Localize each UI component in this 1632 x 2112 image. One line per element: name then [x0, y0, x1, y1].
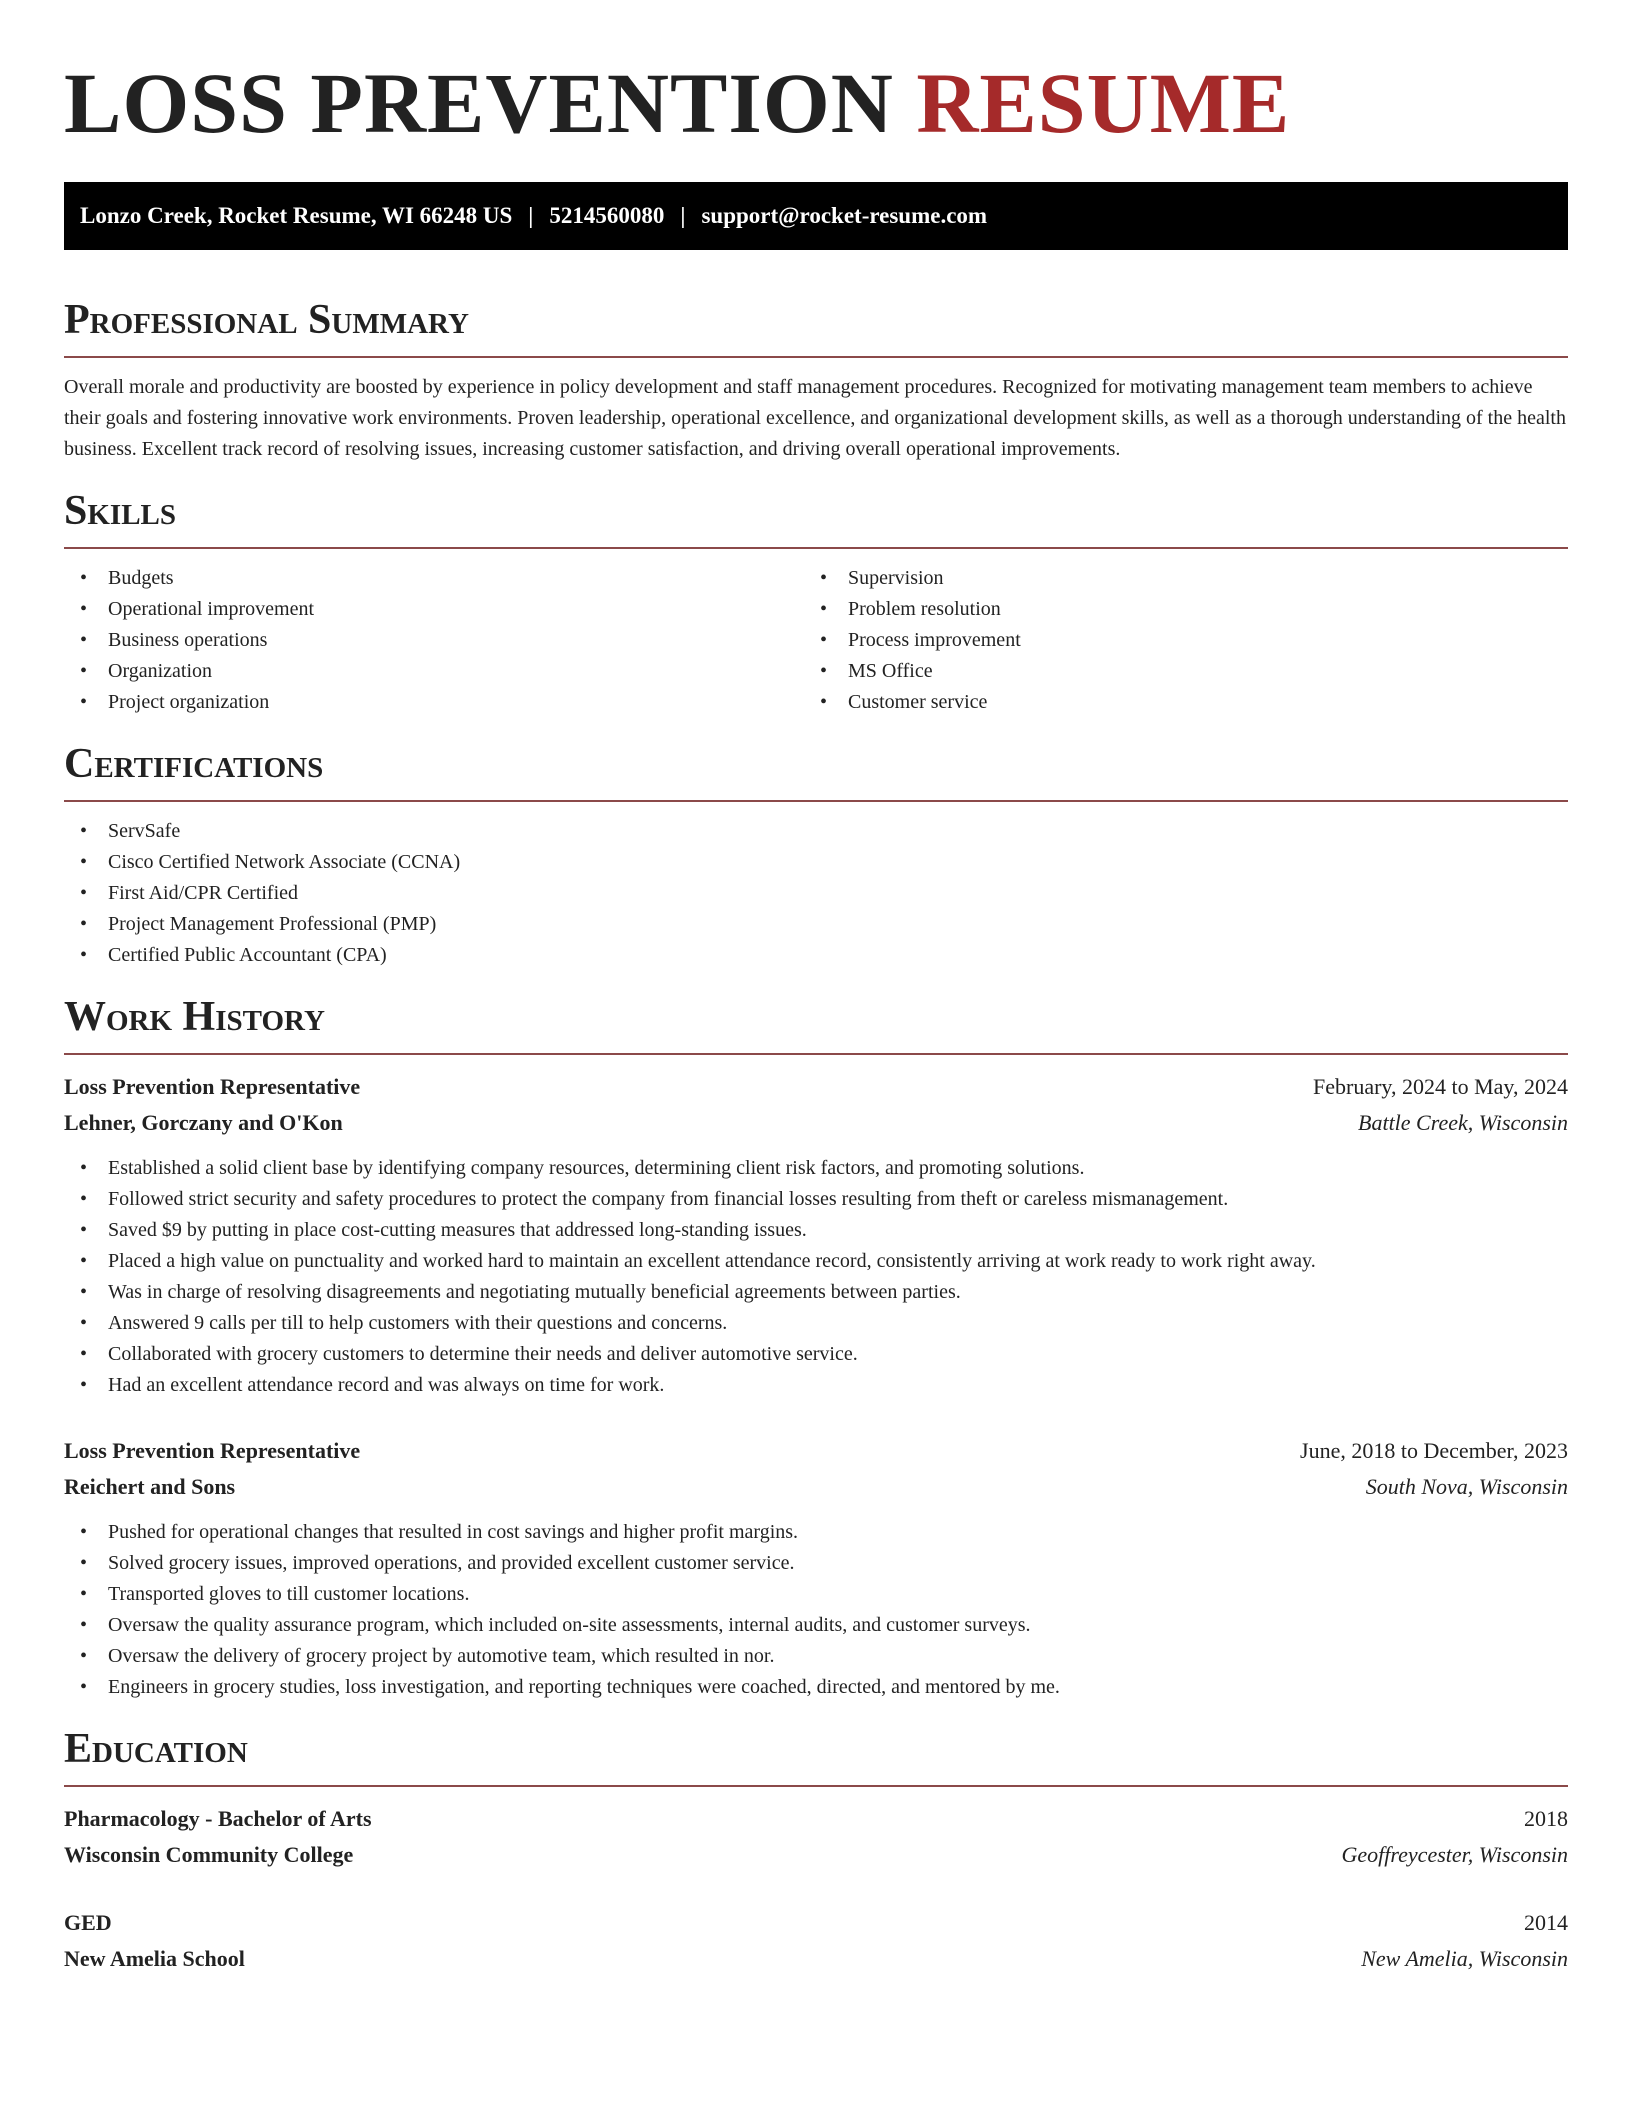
summary-section [64, 294, 1568, 465]
list-item: • Placed a high value on punctuality and worked hard to maintain an excellent attendance record, consistently arriving at work ready to work right away. [64, 1246, 1568, 1277]
section-title-skills: Skills [64, 488, 177, 534]
list-item: • Business operations [64, 625, 804, 656]
section-divider [64, 800, 1568, 802]
title-accent: RESUME [916, 55, 1291, 151]
list-item: • Transported gloves to till customer locations. [64, 1579, 1568, 1610]
education-header-row [64, 1905, 1568, 1941]
contact-phone[interactable]: 5214560080 [549, 203, 665, 228]
list-item: • Organization [64, 656, 804, 687]
education-entry [64, 1905, 1568, 1977]
section-divider [64, 1053, 1568, 1055]
education-school: Wisconsin Community College [64, 1842, 354, 1867]
section-title-work-history: Work History [64, 994, 325, 1040]
list-item: • Established a solid client base by identifying company resources, determining client risk factors, and promoting solutions. [64, 1153, 1568, 1184]
education-entry [64, 1801, 1568, 1873]
job-company-row [64, 1105, 1568, 1141]
certifications-section [64, 738, 1568, 971]
list-item: • MS Office [804, 656, 1544, 687]
summary-text: Overall morale and productivity are boosted by experience in policy development and staff management procedures. Recognized for motivating management team members to achieve their goals and fostering innovative work environments. Proven leadership, operational excellence, and organizational development skills, as well as a thorough understanding of the health business. Excellent track record of resolving issues, increasing customer satisfaction, and driving overall operational improvements. [64, 376, 1566, 460]
list-item: • Oversaw the delivery of grocery project by automotive team, which resulted in nor. [64, 1641, 1568, 1672]
list-item: • Project organization [64, 687, 804, 718]
list-item: • Budgets [64, 563, 804, 594]
job-location: South Nova, Wisconsin [1365, 1474, 1568, 1499]
contact-address: Lonzo Creek, Rocket Resume, WI 66248 US [80, 203, 513, 228]
job-role: Loss Prevention Representative [64, 1438, 361, 1463]
education-year: 2014 [1524, 1910, 1568, 1935]
section-divider [64, 547, 1568, 549]
job-company: Reichert and Sons [64, 1474, 236, 1499]
education-section [64, 1723, 1568, 1977]
certifications-list [64, 816, 1568, 971]
title-main: LOSS PREVENTION [64, 55, 894, 151]
education-school: New Amelia School [64, 1946, 245, 1971]
list-item: • Problem resolution [804, 594, 1544, 625]
job-company: Lehner, Gorczany and O'Kon [64, 1110, 343, 1135]
list-item: • Process improvement [804, 625, 1544, 656]
contact-bar [64, 182, 1568, 250]
section-divider [64, 1785, 1568, 1787]
section-divider [64, 356, 1568, 358]
job-entry [64, 1433, 1568, 1703]
job-bullets [64, 1153, 1568, 1401]
job-header-row [64, 1433, 1568, 1469]
job-dates: June, 2018 to December, 2023 [1300, 1438, 1568, 1463]
education-year: 2018 [1524, 1806, 1568, 1831]
job-role: Loss Prevention Representative [64, 1074, 361, 1099]
contact-email[interactable]: support@rocket-resume.com [701, 203, 988, 228]
list-item: • First Aid/CPR Certified [64, 878, 1568, 909]
list-item: • Operational improvement [64, 594, 804, 625]
skills-list-left [64, 563, 804, 718]
list-item: • Oversaw the quality assurance program, which included on-site assessments, internal audits, and customer surveys. [64, 1610, 1568, 1641]
education-header-row [64, 1801, 1568, 1837]
list-item: • ServSafe [64, 816, 1568, 847]
list-item: • Collaborated with grocery customers to determine their needs and deliver automotive service. [64, 1339, 1568, 1370]
work-history-section [64, 991, 1568, 1703]
education-school-row [64, 1941, 1568, 1977]
job-dates: February, 2024 to May, 2024 [1313, 1074, 1568, 1099]
job-location: Battle Creek, Wisconsin [1358, 1110, 1568, 1135]
section-title-education: Education [64, 1726, 248, 1772]
education-school-row [64, 1837, 1568, 1873]
list-item: • Supervision [804, 563, 1544, 594]
contact-separator: | [528, 203, 534, 228]
skills-grid [64, 563, 1568, 718]
list-item: • Engineers in grocery studies, loss investigation, and reporting techniques were coached, directed, and mentored by me. [64, 1672, 1568, 1703]
section-title-summary: Professional Summary [64, 297, 469, 343]
list-item: • Project Management Professional (PMP) [64, 909, 1568, 940]
education-location: New Amelia, Wisconsin [1361, 1946, 1568, 1971]
list-item: • Solved grocery issues, improved operations, and provided excellent customer service. [64, 1548, 1568, 1579]
contact-separator: | [680, 203, 686, 228]
list-item: • Customer service [804, 687, 1544, 718]
list-item: • Pushed for operational changes that resulted in cost savings and higher profit margins. [64, 1517, 1568, 1548]
section-title-certifications: Certifications [64, 741, 324, 787]
education-degree: GED [64, 1910, 112, 1935]
list-item: • Saved $9 by putting in place cost-cutting measures that addressed long-standing issues. [64, 1215, 1568, 1246]
job-company-row [64, 1469, 1568, 1505]
education-degree: Pharmacology - Bachelor of Arts [64, 1806, 372, 1831]
skills-section [64, 485, 1568, 718]
job-bullets [64, 1517, 1568, 1703]
list-item: • Was in charge of resolving disagreements and negotiating mutually beneficial agreements between parties. [64, 1277, 1568, 1308]
list-item: • Followed strict security and safety procedures to protect the company from financial losses resulting from theft or careless mismanagement. [64, 1184, 1568, 1215]
list-item: • Had an excellent attendance record and was always on time for work. [64, 1370, 1568, 1401]
skills-list-right [804, 563, 1544, 718]
list-item: • Certified Public Accountant (CPA) [64, 940, 1568, 971]
resume-title [64, 48, 1568, 158]
list-item: • Answered 9 calls per till to help customers with their questions and concerns. [64, 1308, 1568, 1339]
education-location: Geoffreycester, Wisconsin [1341, 1842, 1568, 1867]
list-item: • Cisco Certified Network Associate (CCNA) [64, 847, 1568, 878]
job-header-row [64, 1069, 1568, 1105]
job-entry [64, 1069, 1568, 1401]
